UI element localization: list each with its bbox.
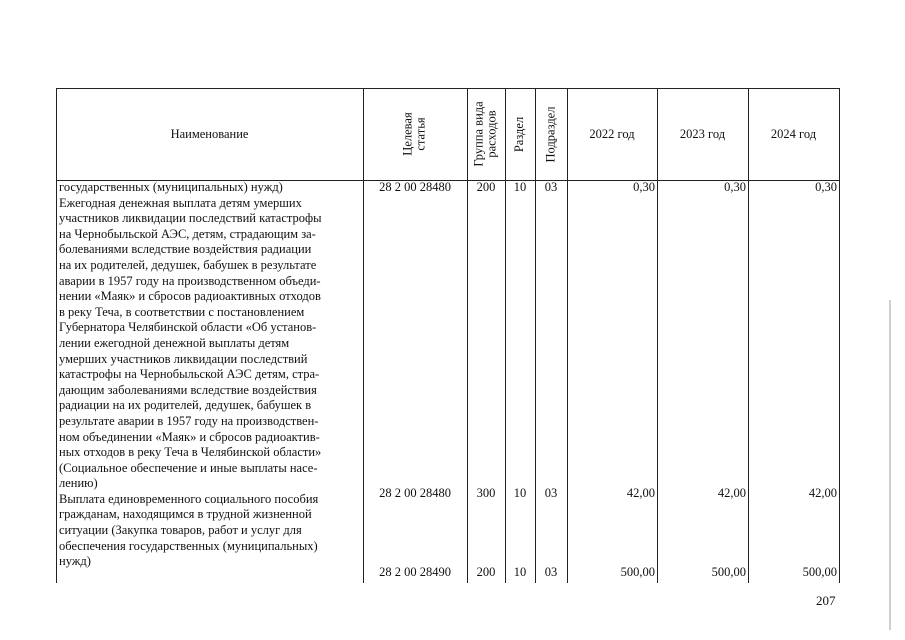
name-line: в реку Теча, в соответствии с постановлением xyxy=(59,304,305,319)
header-group-label: Группа вида расходов xyxy=(472,101,500,167)
header-2022: 2022 год xyxy=(589,126,635,141)
row2-group: 300 xyxy=(476,486,496,500)
row1-subsection: 03 xyxy=(544,180,558,194)
name-line: ситуации (Закупка товаров, работ и услуг для xyxy=(59,523,302,538)
row1-group: 200 xyxy=(476,180,496,194)
row3-2024: 500,00 xyxy=(802,565,837,579)
row2-target: 28 2 00 28480 xyxy=(379,486,451,500)
row3-subsection: 03 xyxy=(544,565,558,579)
header-2024: 2024 год xyxy=(770,126,817,141)
row3-target: 28 2 00 28490 xyxy=(379,565,451,579)
row2-subsection: 03 xyxy=(544,486,558,500)
header-2023: 2023 год xyxy=(679,126,726,141)
name-line: на Чернобыльской АЭС, детям, страдающим за- xyxy=(59,226,316,241)
scan-edge-mark xyxy=(889,300,891,630)
row2-2024: 42,00 xyxy=(808,486,837,500)
name-line: на их родителей, дедушек, бабушек в результате xyxy=(59,257,317,272)
name-line: Выплата единовременного социального пособия xyxy=(59,491,319,506)
header-group xyxy=(467,88,505,180)
name-line: Губернатора Челябинской области «Об установ- xyxy=(59,320,317,335)
row2-section: 10 xyxy=(513,486,527,500)
header-target xyxy=(363,88,467,180)
row2-2022: 42,00 xyxy=(626,486,655,500)
name-line: государственных (муниципальных) нужд) xyxy=(59,180,283,194)
header-target-label: Целевая статья xyxy=(401,112,428,156)
name-line: обеспечения государственных (муниципальных) xyxy=(59,538,318,553)
name-line: ных отходов в реку Теча в Челябинской области» xyxy=(59,445,322,460)
name-line: дающим заболеваниями вследствие воздействия xyxy=(59,382,317,397)
header-subsection xyxy=(535,88,567,180)
name-line: катастрофы на Чернобыльской АЭС детям, стра- xyxy=(59,367,320,382)
row3-group: 200 xyxy=(476,565,496,579)
header-subsection-label: Подраздел xyxy=(543,106,558,162)
row3-section: 10 xyxy=(513,565,527,579)
name-line: лению) xyxy=(59,476,98,491)
name-line: Ежегодная денежная выплата детям умерших xyxy=(59,195,302,210)
row1-target: 28 2 00 28480 xyxy=(379,180,451,194)
row1-2023: 0,30 xyxy=(724,180,746,194)
name-line: результате аварии в 1957 году на производствен- xyxy=(59,413,319,428)
name-line: болеваниями вследствие воздействия радиации xyxy=(59,242,312,257)
name-line: радиации на их родителей, дедушек, бабушек в xyxy=(59,398,312,413)
row3-2022: 500,00 xyxy=(620,565,655,579)
name-line: умерших участников ликвидации последствий xyxy=(59,351,308,366)
header-name-label: Наименование xyxy=(170,126,249,141)
header-section-label: Раздел xyxy=(512,116,527,152)
name-column-text xyxy=(59,180,361,570)
budget-table xyxy=(56,88,840,583)
name-line: ном объединении «Маяк» и сбросов радиоактив- xyxy=(59,429,320,444)
row1-section: 10 xyxy=(513,180,527,194)
name-line: нужд) xyxy=(59,554,91,569)
row1-2024: 0,30 xyxy=(815,180,837,194)
name-line: лении ежегодной денежной выплаты детям xyxy=(59,335,290,350)
name-line: аварии в 1957 году на производственном объеди- xyxy=(59,273,321,288)
row3-2023: 500,00 xyxy=(711,565,746,579)
col-border-right xyxy=(839,88,840,583)
header-name xyxy=(56,88,363,180)
row2-2023: 42,00 xyxy=(717,486,746,500)
name-line: гражданам, находящимся в трудной жизненной xyxy=(59,507,312,522)
page-number: 207 xyxy=(816,593,836,608)
row1-2022: 0,30 xyxy=(633,180,655,194)
name-line: участников ликвидации последствий катастрофы xyxy=(59,211,322,226)
name-line: (Социальное обеспечение и иные выплаты насе- xyxy=(59,460,318,475)
name-line: нении «Маяк» и сбросов радиоактивных отходов xyxy=(59,289,321,304)
header-section xyxy=(505,88,535,180)
